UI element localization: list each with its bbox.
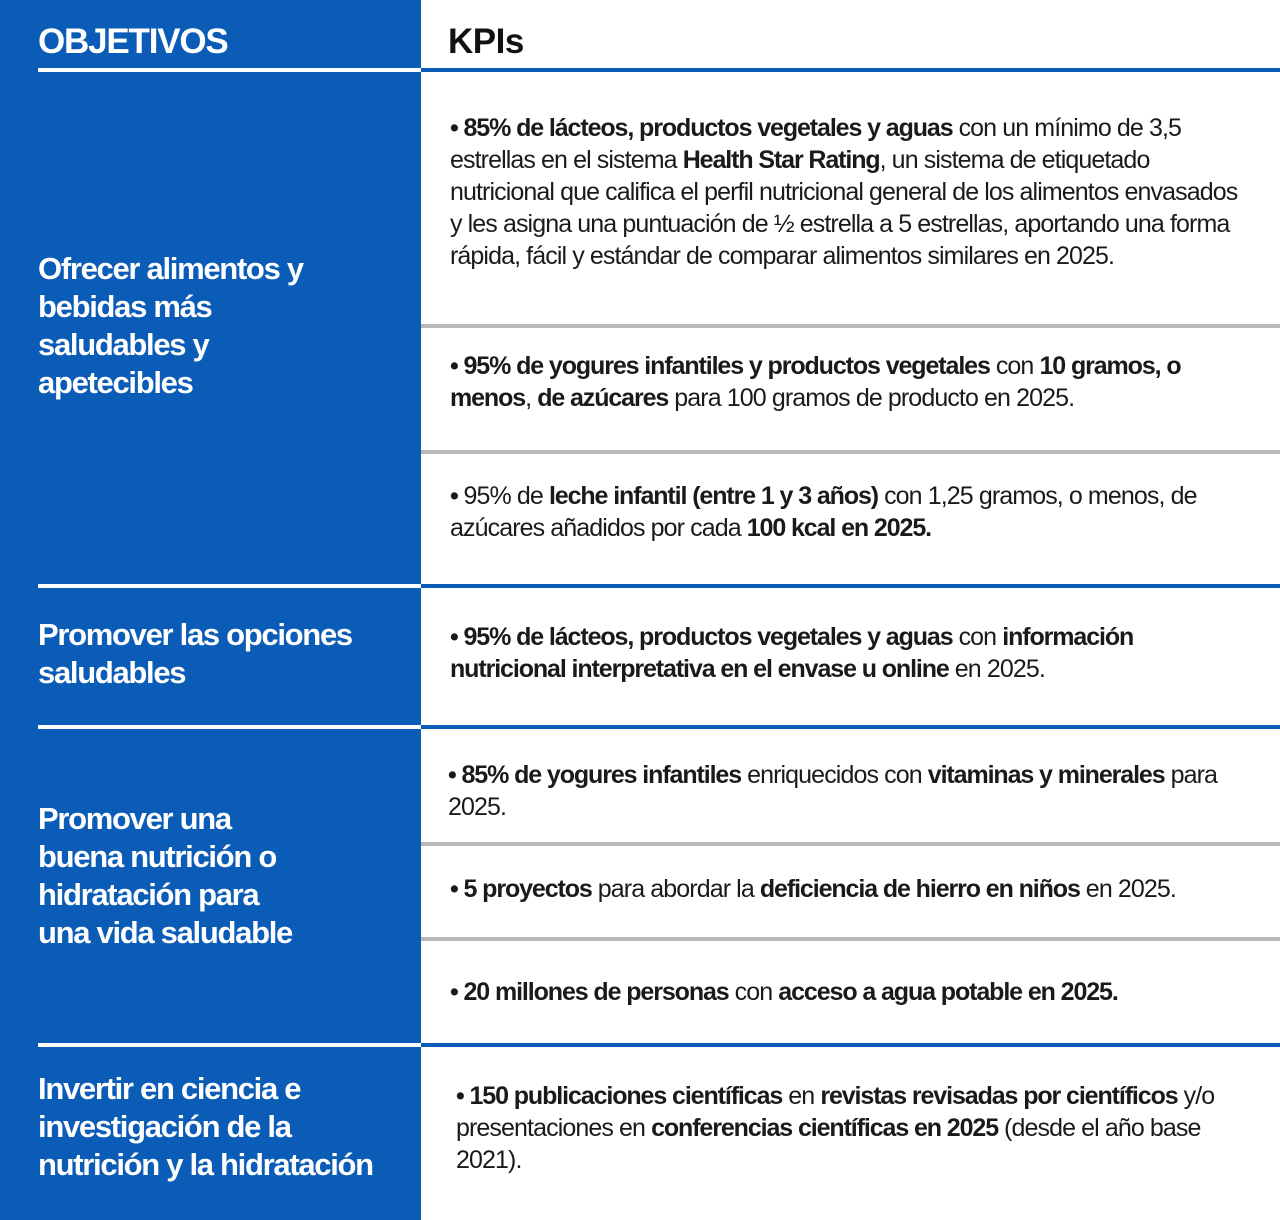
kpi-highlight: 20 millones de personas [463,978,729,1006]
section-divider-left [38,725,421,729]
objective-label: Invertir en ciencia e investigación de la nutrición y la hidratación [38,1071,373,1182]
kpi-highlight: vitaminas y minerales [927,761,1165,789]
kpi-item [456,1080,1256,1176]
kpi-highlight: 100 kcal en 2025. [746,514,931,542]
objectives-header: OBJETIVOS [38,22,228,61]
bullet: • [448,761,462,789]
row-divider [421,450,1280,454]
kpi-item [448,759,1248,823]
kpis-header: KPIs [448,22,524,61]
kpi-highlight: 150 publicaciones científicas [469,1082,783,1110]
header-divider-right [421,68,1280,72]
kpi-item [450,621,1240,685]
section-divider-right [421,725,1280,729]
row-divider [421,842,1280,846]
objective-label: Promover una buena nutrición o hidratación para una vida saludable [38,801,292,950]
kpi-highlight: 95% de yogures infantiles y productos vegetales [463,352,990,380]
kpi-text: en 2025. [1079,875,1176,903]
kpi-highlight: acceso a agua potable en 2025. [778,978,1118,1006]
bullet: • [450,114,464,142]
kpi-item [450,976,1250,1008]
kpi-item [450,480,1240,544]
bullet: • [450,623,464,651]
row-divider [421,937,1280,941]
kpi-highlight: Health Star Rating [682,146,880,174]
kpi-text: con 1,25 gramos, o menos, de azúcares añadidos por cada [450,482,1197,542]
kpi-item [450,350,1250,414]
row-divider [421,324,1280,328]
kpi-item [450,873,1250,905]
section-divider-right [421,584,1280,588]
kpi-highlight: leche infantil (entre 1 y 3 años) [548,482,879,510]
objective-label: Promover las opciones saludables [38,617,352,690]
kpi-text: 95% de [463,482,549,510]
kpi-highlight: información nutricional interpretativa en el envase u online [450,623,1134,683]
kpi-text: enriquecidos con [741,761,928,789]
kpi-text: en [782,1082,821,1110]
section-divider-right [421,1043,1280,1047]
kpi-text: con [952,623,1003,651]
bullet: • [450,352,464,380]
kpi-highlight: 85% de yogures infantiles [461,761,742,789]
kpi-text: para 2025. [448,761,1218,821]
kpi-highlight: 5 proyectos [463,875,592,903]
kpi-text: con un mínimo de 3,5 estrellas en el sistema [450,114,1181,174]
bullet: • [450,482,464,510]
objective-label: Ofrecer alimentos y bebidas más saludables y apetecibles [38,251,303,400]
kpi-item [450,112,1240,272]
header-divider-left [38,68,421,72]
kpi-text: con [728,978,779,1006]
kpi-highlight: conferencias científicas en 2025 [651,1114,999,1142]
kpi-text: (desde el año base 2021). [456,1114,1201,1174]
kpi-text: , [525,384,538,412]
kpi-highlight: 95% de lácteos, productos vegetales y aguas [463,623,953,651]
bullet: • [450,978,464,1006]
kpi-text: para abordar la [591,875,760,903]
kpi-text: , un sistema de etiquetado nutricional que califica el perfil nutricional general de los alimentos envasados y les asigna una puntuación de ½ estrella a 5 estrellas, aportando una forma rápida, fácil y estándar de comparar alimentos similares en 2025. [450,146,1238,270]
kpi-text: con [989,352,1040,380]
kpi-highlight: deficiencia de hierro en niños [759,875,1080,903]
kpi-highlight: 85% de lácteos, productos vegetales y aguas [463,114,953,142]
kpi-highlight: revistas revisadas por científicos [820,1082,1178,1110]
kpi-text: para 100 gramos de producto en 2025. [668,384,1075,412]
bullet: • [450,875,464,903]
section-divider-left [38,1043,421,1047]
kpi-text: en 2025. [948,655,1045,683]
bullet: • [456,1082,470,1110]
section-divider-left [38,584,421,588]
kpi-highlight: de azúcares [537,384,669,412]
objectives-column [0,0,421,1220]
kpi-highlight: 10 gramos, o menos [450,352,1181,412]
kpi-text: y/o presentaciones en [456,1082,1215,1142]
